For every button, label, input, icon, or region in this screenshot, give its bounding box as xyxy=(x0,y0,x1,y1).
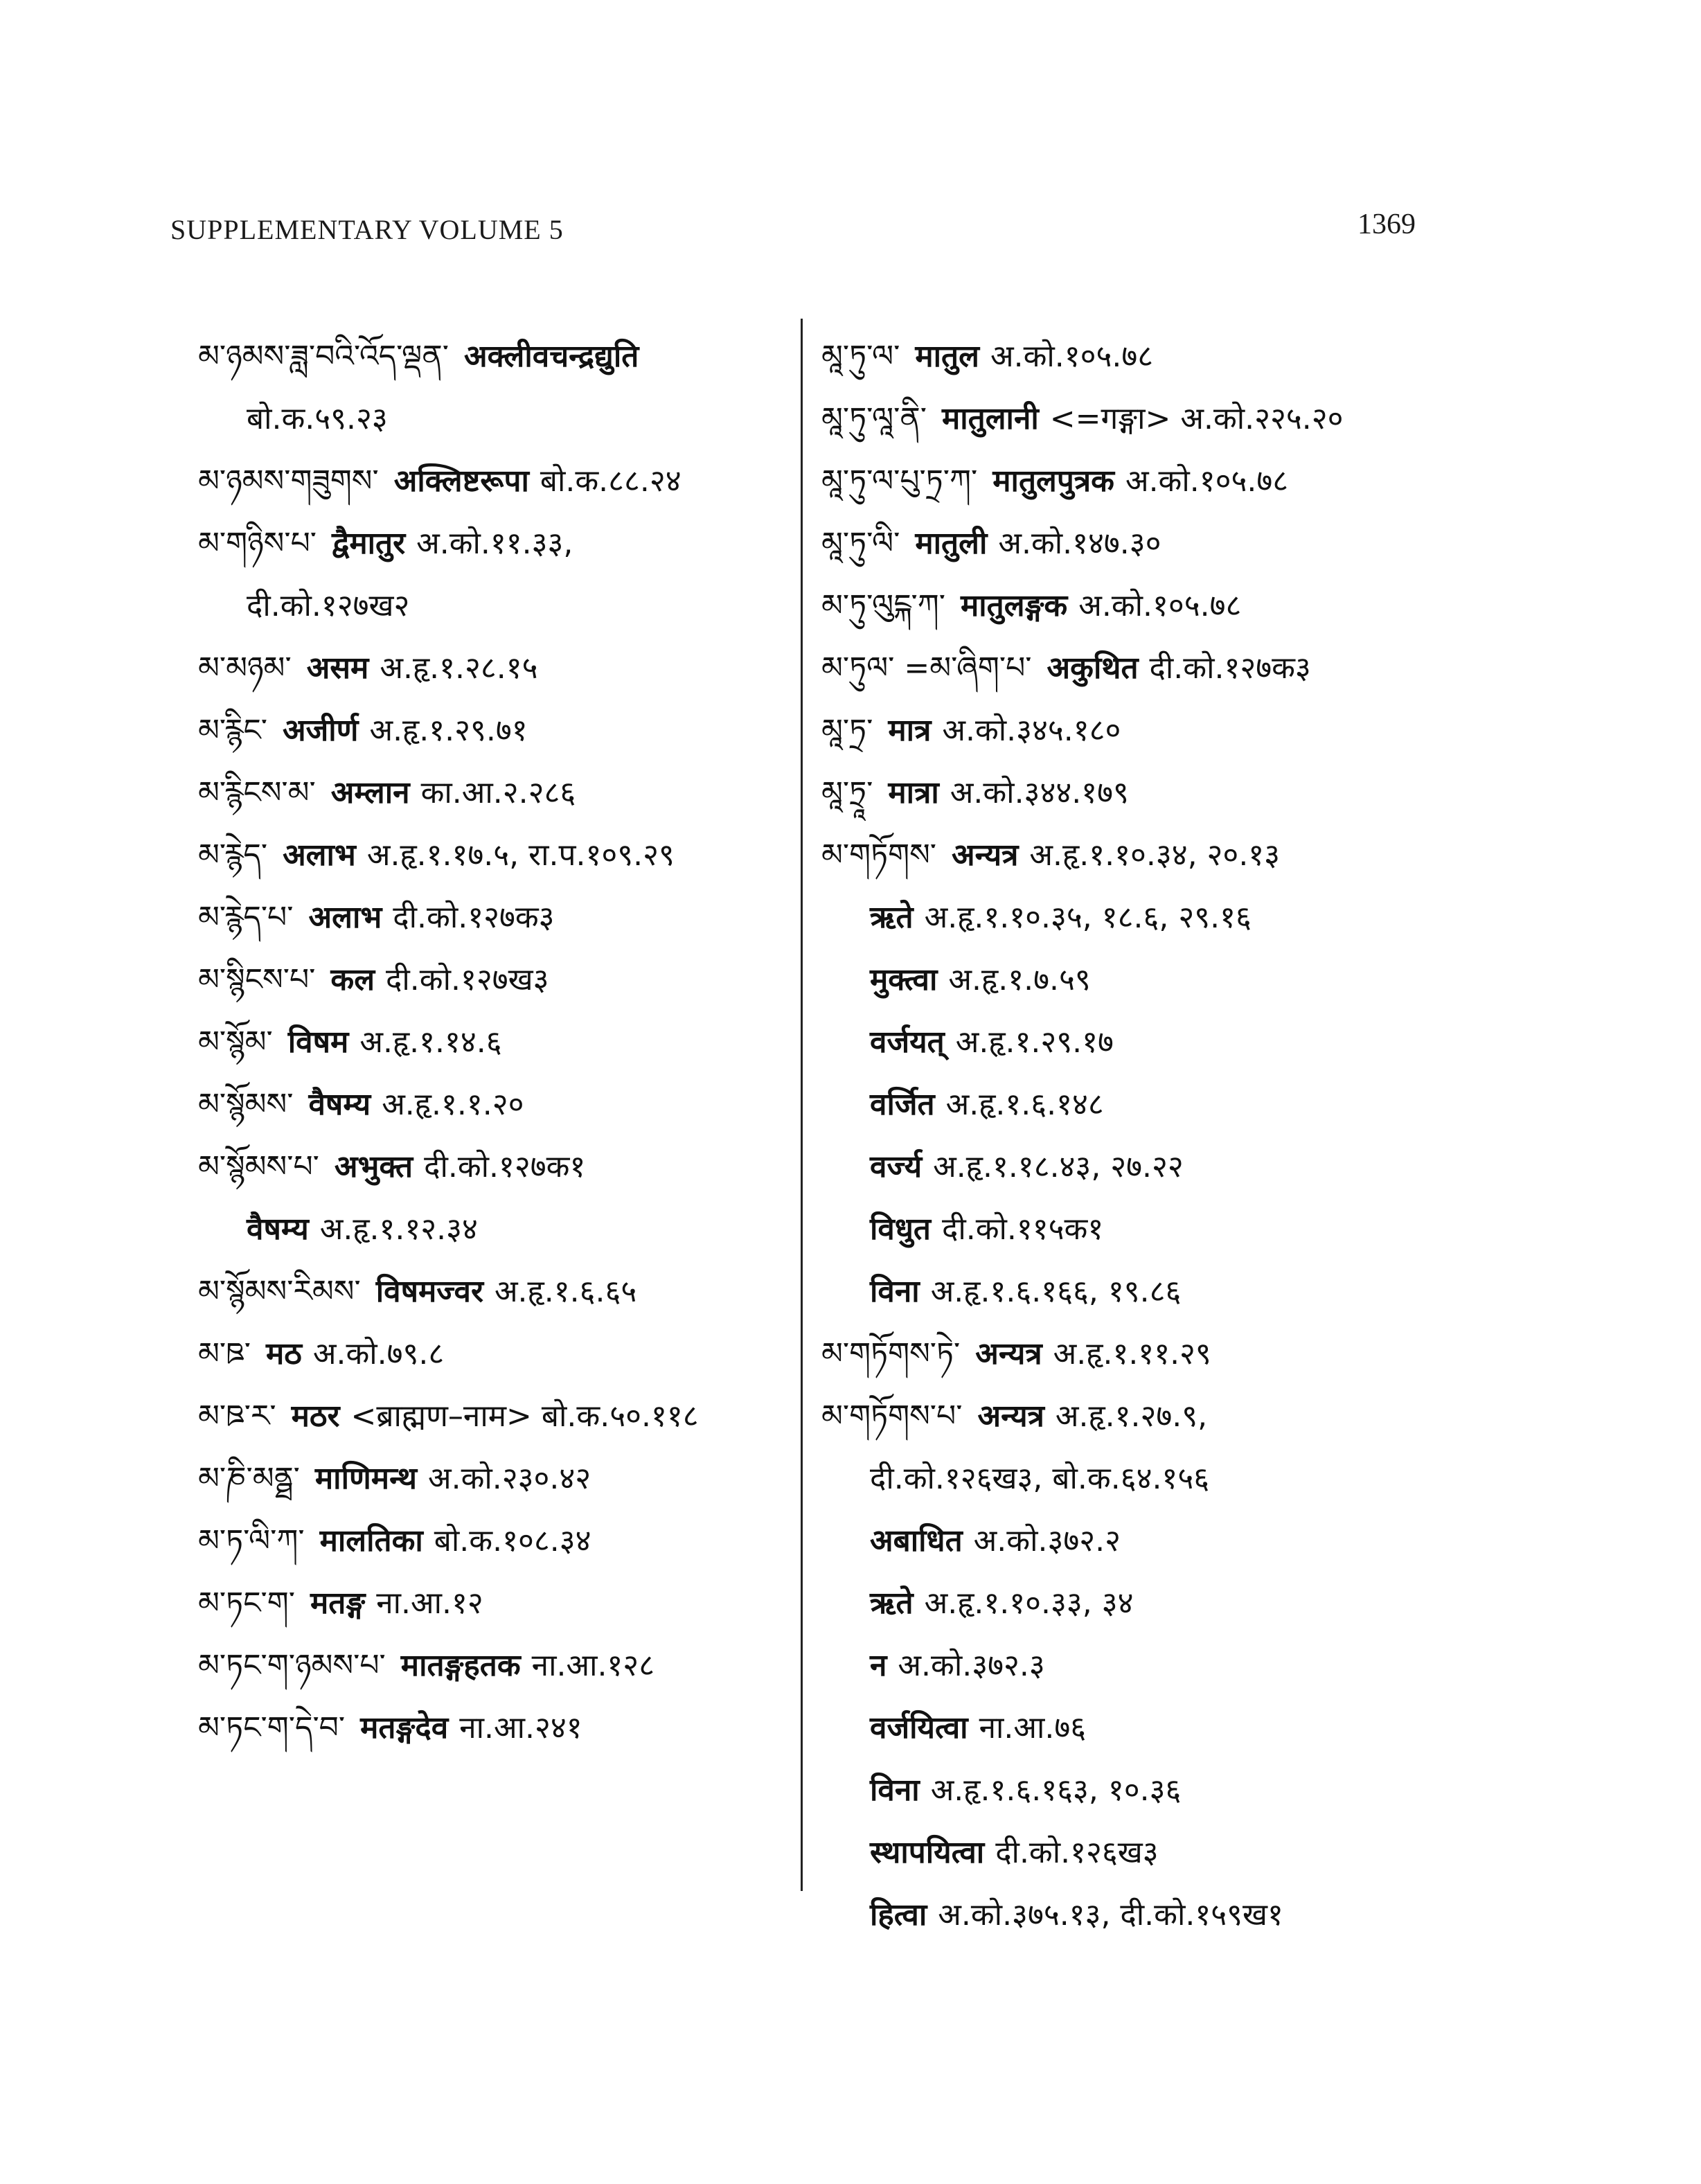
sanskrit-equivalent: मातुलानी xyxy=(941,401,1039,436)
sanskrit-equivalent: अम्लान xyxy=(330,775,410,810)
sanskrit-equivalent: माणिमन्थ xyxy=(314,1461,417,1496)
sanskrit-equivalent: वैषम्य xyxy=(247,1211,309,1247)
source-reference: अ.हृ.१.१.२० xyxy=(382,1087,524,1122)
dictionary-entry xyxy=(198,1011,794,1074)
tibetan-headword: མ་སྙོམ་ xyxy=(198,1024,273,1060)
page-number: 1369 xyxy=(1357,208,1416,240)
sanskrit-equivalent: विषमज्वर xyxy=(375,1274,483,1309)
dictionary-entry xyxy=(821,1323,1514,1385)
sanskrit-equivalent: अबाधित xyxy=(870,1523,963,1559)
source-reference: दी.को.१२७क१ xyxy=(424,1149,586,1184)
source-reference: दी.को.१२६ख३ xyxy=(995,1835,1159,1870)
sanskrit-equivalent: स्थापयित्वा xyxy=(870,1835,985,1870)
sanskrit-equivalent: अभुक्त xyxy=(334,1149,413,1184)
dictionary-entry xyxy=(821,1697,1514,1759)
dictionary-entry xyxy=(821,1759,1514,1822)
source-reference: ना.आ.२४१ xyxy=(459,1710,582,1746)
source-reference: अ.को.१४७.३० xyxy=(998,526,1161,561)
sanskrit-equivalent: अन्यत्र xyxy=(952,837,1019,873)
sanskrit-equivalent: विना xyxy=(870,1274,920,1309)
dictionary-entry xyxy=(198,1074,794,1136)
tibetan-headword: མཱ་ཏྲ་ xyxy=(821,713,873,748)
dictionary-entry xyxy=(821,1884,1514,1946)
dictionary-entry xyxy=(198,1510,794,1572)
dictionary-entry xyxy=(198,388,794,450)
dictionary-entry xyxy=(821,1198,1514,1261)
tibetan-headword: མ་སྙོམས་པ་ xyxy=(198,1149,319,1184)
source-reference: अ.हृ.१.१२.३४ xyxy=(319,1211,478,1247)
source-reference: अ.को.१०५.७८ xyxy=(1125,463,1289,499)
sanskrit-equivalent: अलाभ xyxy=(283,837,356,873)
sanskrit-equivalent: वर्जयित्वा xyxy=(870,1710,968,1746)
source-reference: अ.हृ.१.११.२९ xyxy=(1053,1336,1211,1371)
dictionary-entry xyxy=(821,388,1514,450)
source-reference: बो.क.१०८.३४ xyxy=(434,1523,591,1559)
source-reference: दी.को.१२६ख३, बो.क.६४.१५६ xyxy=(870,1461,1210,1496)
tibetan-headword: མ་རྙེད་པ་ xyxy=(198,900,294,935)
sanskrit-equivalent: कल xyxy=(330,962,375,997)
sanskrit-equivalent: मालतिका xyxy=(319,1523,423,1559)
sanskrit-equivalent: अन्यत्र xyxy=(977,1399,1044,1434)
tibetan-headword: མ་གཏོགས་ xyxy=(821,837,937,873)
dictionary-entry xyxy=(198,1572,794,1635)
source-reference: अ.हृ.१.२८.१५ xyxy=(380,650,538,686)
source-reference: दी.को.१२७ख३ xyxy=(386,962,549,997)
source-reference: दी.को.१२७ख२ xyxy=(247,588,410,623)
source-reference: अ.हृ.१.१४.६ xyxy=(359,1024,502,1060)
tibetan-headword: མ་ཏང་ག་ xyxy=(198,1586,295,1621)
dictionary-entry xyxy=(198,326,794,388)
sanskrit-equivalent: ऋते xyxy=(870,900,914,935)
tibetan-headword: མ་ཏ་ལི་ཀ་ xyxy=(198,1523,305,1559)
sanskrit-equivalent: अकुथित xyxy=(1047,650,1139,686)
source-reference: अ.हृ.१.७.५९ xyxy=(948,962,1091,997)
tibetan-headword: མ་ཋ་ xyxy=(198,1336,251,1371)
sanskrit-equivalent: अक्लीवचन्द्रद्युति xyxy=(463,339,639,374)
dictionary-entry xyxy=(821,1572,1514,1635)
source-reference: <ब्राह्मण–नाम> बो.क.५०.११८ xyxy=(350,1399,699,1434)
tibetan-headword: མ་མཉམ་ xyxy=(198,650,292,686)
source-reference: अ.को.२३०.४२ xyxy=(427,1461,591,1496)
tibetan-headword: མཱ་ཏྲཱ་ xyxy=(821,775,873,810)
sanskrit-equivalent: अलाभ xyxy=(308,900,382,935)
source-reference: अ.को.३७५.१३, दी.को.१५९ख१ xyxy=(938,1897,1283,1933)
dictionary-entry xyxy=(821,700,1514,762)
source-reference: अ.को.११.३३, xyxy=(416,526,573,561)
source-reference: अ.हृ.१.१७.५, रा.प.१०९.२९ xyxy=(366,837,675,873)
tibetan-headword: མ་སྙོམས་རིམས་ xyxy=(198,1274,361,1309)
sanskrit-equivalent: विधुत xyxy=(870,1211,931,1247)
sanskrit-equivalent: मठर xyxy=(291,1399,340,1434)
source-reference: अ.को.३७२.३ xyxy=(898,1648,1045,1683)
dictionary-entry xyxy=(198,887,794,949)
dictionary-entry xyxy=(821,1136,1514,1198)
source-reference: अ.हृ.१.१०.३४, २०.१३ xyxy=(1029,837,1281,873)
source-reference: अ.हृ.१.६.६५ xyxy=(494,1274,637,1309)
dictionary-entry xyxy=(821,824,1514,887)
tibetan-headword: མ་ཏང་ག་ཉམས་པ་ xyxy=(198,1648,386,1683)
sanskrit-equivalent: ऋते xyxy=(870,1586,914,1621)
source-reference: दी.को.१२७क३ xyxy=(393,900,555,935)
tibetan-headword: མ་གཏོགས་ཏེ་ xyxy=(821,1336,961,1371)
source-reference: अ.को.१०५.७८ xyxy=(1078,588,1242,623)
tibetan-headword: མ་རྙེད་ xyxy=(198,837,268,873)
source-reference: अ.को.३४४.१७९ xyxy=(950,775,1129,810)
source-reference: अ.हृ.१.१८.४३, २७.२२ xyxy=(933,1149,1184,1184)
dictionary-entry xyxy=(821,1448,1514,1510)
tibetan-headword: མཱ་ཏུ་ལ་ xyxy=(821,339,900,374)
source-reference: अ.हृ.१.२७.९, xyxy=(1055,1399,1208,1434)
source-reference: अ.को.१०५.७८ xyxy=(990,339,1154,374)
dictionary-entry xyxy=(821,1822,1514,1884)
tibetan-headword: མ་རྙིངས་མ་ xyxy=(198,775,316,810)
sanskrit-equivalent: वर्ज्य xyxy=(870,1149,923,1184)
sanskrit-equivalent: विषम xyxy=(287,1024,349,1060)
sanskrit-equivalent: असम xyxy=(306,650,369,686)
tibetan-headword: མཱ་ཏུ་ལི་ xyxy=(821,526,900,561)
sanskrit-equivalent: द्वैमातुर xyxy=(332,526,406,561)
sanskrit-equivalent: मातुल xyxy=(915,339,979,374)
source-reference: बो.क.८८.२४ xyxy=(540,463,682,499)
dictionary-entry xyxy=(198,1198,794,1261)
source-reference: ना.आ.१२ xyxy=(376,1586,483,1621)
tibetan-headword: མ་ཏང་ག་དེ་བ་ xyxy=(198,1710,346,1746)
tibetan-headword: མ་གཉིས་པ་ xyxy=(198,526,317,561)
sanskrit-equivalent: मातुलपुत्रक xyxy=(992,463,1114,499)
dictionary-entry xyxy=(821,575,1514,637)
tibetan-headword: མ་ཏུལ་ =མ་ཞིག་པ་ xyxy=(821,650,1032,686)
source-reference: अ.हृ.१.६.१६६, १९.८६ xyxy=(930,1274,1182,1309)
dictionary-entry xyxy=(198,700,794,762)
source-reference: ना.आ.७६ xyxy=(979,1710,1087,1746)
dictionary-entry xyxy=(821,1510,1514,1572)
dictionary-entry xyxy=(198,762,794,824)
sanskrit-equivalent: मात्रा xyxy=(888,775,939,810)
dictionary-entry xyxy=(198,575,794,637)
source-reference: अ.हृ.१.१०.३५, १८.६, २९.१६ xyxy=(924,900,1252,935)
sanskrit-equivalent: वर्जयत् xyxy=(870,1024,945,1060)
tibetan-headword: མ་རྙིང་ xyxy=(198,713,267,748)
sanskrit-equivalent: मातङ्गहतक xyxy=(400,1648,521,1683)
dictionary-entry xyxy=(821,1074,1514,1136)
sanskrit-equivalent: न xyxy=(870,1648,887,1683)
dictionary-entry xyxy=(198,824,794,887)
dictionary-entry xyxy=(821,1261,1514,1323)
dictionary-entry xyxy=(821,1635,1514,1697)
dictionary-entry xyxy=(198,1261,794,1323)
dictionary-entry xyxy=(821,949,1514,1011)
dictionary-entry xyxy=(821,637,1514,700)
left-column xyxy=(198,326,794,1759)
tibetan-headword: མཱ་ཏུ་ལཱ་ནི་ xyxy=(821,401,927,436)
tibetan-headword: མ་གཏོགས་པ་ xyxy=(821,1399,963,1434)
source-reference: दी.को.११५क१ xyxy=(942,1211,1104,1247)
source-reference: अ.हृ.१.२९.१७ xyxy=(955,1024,1114,1060)
sanskrit-equivalent: हित्वा xyxy=(870,1897,927,1933)
tibetan-headword: མ་ཉམས་གཟུགས་ xyxy=(198,463,379,499)
sanskrit-equivalent: मुक्त्वा xyxy=(870,962,938,997)
sanskrit-equivalent: अजीर्ण xyxy=(282,713,359,748)
sanskrit-equivalent: वैषम्य xyxy=(308,1087,371,1122)
source-reference: अ.को.७९.८ xyxy=(312,1336,445,1371)
source-reference: अ.को.३४५.१८० xyxy=(942,713,1121,748)
source-reference: बो.क.५९.२३ xyxy=(247,401,388,436)
source-reference: ना.आ.१२८ xyxy=(531,1648,655,1683)
dictionary-entry xyxy=(198,450,794,513)
source-reference: <=गङ्गा> अ.को.२२५.२० xyxy=(1049,401,1344,436)
dictionary-entry xyxy=(198,949,794,1011)
tibetan-headword: མ་ཏུ་ལུངྐ་ཀ་ xyxy=(821,588,945,623)
source-reference: अ.हृ.१.६.१६३, १०.३६ xyxy=(930,1773,1182,1808)
dictionary-entry xyxy=(821,1385,1514,1448)
dictionary-entry xyxy=(821,450,1514,513)
right-column xyxy=(821,326,1514,1946)
sanskrit-equivalent: अक्लिष्टरूपा xyxy=(393,463,529,499)
dictionary-entry xyxy=(821,887,1514,949)
source-reference: अ.हृ.१.१०.३३, ३४ xyxy=(924,1586,1134,1621)
sanskrit-equivalent: वर्जित xyxy=(870,1087,935,1122)
tibetan-headword: མ་སྙོམས་ xyxy=(198,1087,294,1122)
sanskrit-equivalent: मात्र xyxy=(888,713,932,748)
source-reference: अ.को.३७२.२ xyxy=(973,1523,1121,1559)
dictionary-entry xyxy=(198,1136,794,1198)
source-reference: दी.को.१२७क३ xyxy=(1149,650,1311,686)
column-divider xyxy=(801,319,803,1891)
dictionary-entry xyxy=(198,1635,794,1697)
source-reference: का.आ.२.२८६ xyxy=(420,775,576,810)
dictionary-entry xyxy=(198,513,794,575)
dictionary-entry xyxy=(198,1697,794,1759)
sanskrit-equivalent: मतङ्ग xyxy=(310,1586,366,1621)
dictionary-entry xyxy=(821,326,1514,388)
sanskrit-equivalent: अन्यत्र xyxy=(975,1336,1042,1371)
tibetan-headword: མ་ཉམས་ཟླ་བའི་འོད་ལྡན་ xyxy=(198,339,449,374)
dictionary-entry xyxy=(198,1385,794,1448)
dictionary-entry xyxy=(198,1448,794,1510)
dictionary-entry xyxy=(821,513,1514,575)
dictionary-entry xyxy=(821,762,1514,824)
tibetan-headword: མཱ་ཏུ་ལ་པུ་ཏྲ་ཀ་ xyxy=(821,463,978,499)
source-reference: अ.हृ.१.२९.७१ xyxy=(369,713,528,748)
dictionary-entry xyxy=(198,637,794,700)
sanskrit-equivalent: मतङ्गदेव xyxy=(360,1710,449,1746)
dictionary-entry xyxy=(821,1011,1514,1074)
sanskrit-equivalent: मातुलङ्गक xyxy=(960,588,1068,623)
dictionary-entry xyxy=(198,1323,794,1385)
sanskrit-equivalent: विना xyxy=(870,1773,920,1808)
source-reference: अ.हृ.१.६.१४८ xyxy=(945,1087,1104,1122)
tibetan-headword: མ་སྙིངས་པ་ xyxy=(198,962,316,997)
sanskrit-equivalent: मातुली xyxy=(915,526,988,561)
sanskrit-equivalent: मठ xyxy=(265,1336,302,1371)
running-header: SUPPLEMENTARY VOLUME 5 xyxy=(170,214,564,245)
tibetan-headword: མ་ཎི་མནྠ་ xyxy=(198,1461,300,1496)
tibetan-headword: མ་ཋ་ར་ xyxy=(198,1399,276,1434)
